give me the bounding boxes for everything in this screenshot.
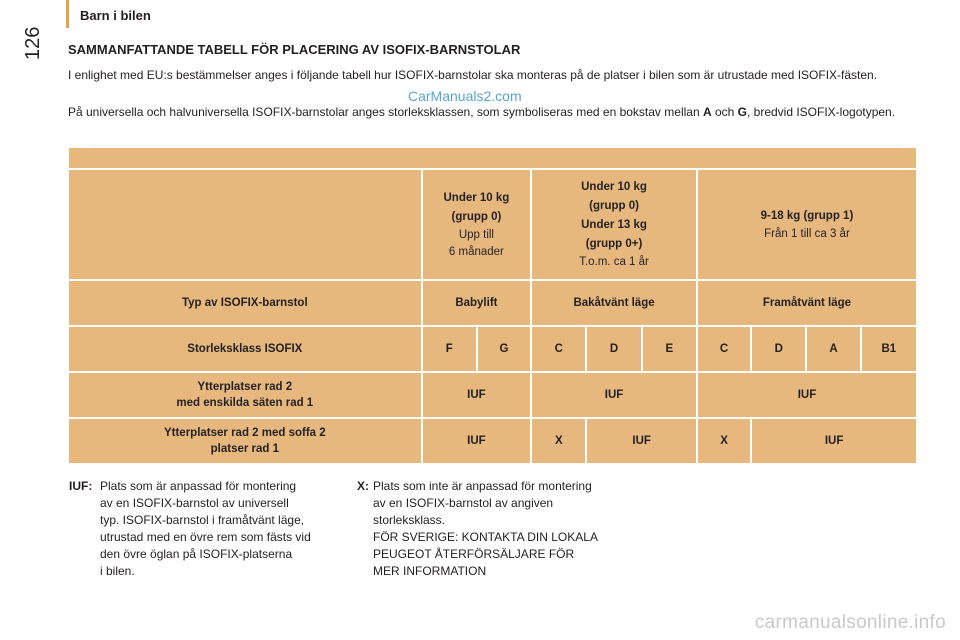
section-accent-bar bbox=[66, 0, 69, 28]
footnote-line: Plats som inte är anpassad för montering bbox=[373, 479, 592, 493]
type-rearward: Bakåtvänt läge bbox=[532, 279, 698, 325]
age-label: 6 månader bbox=[448, 245, 504, 258]
footnote-line: den övre öglan på ISOFIX-platserna bbox=[100, 547, 293, 561]
type-row-label: Typ av ISOFIX-barnstol bbox=[69, 279, 423, 325]
weight-label: 9-18 kg (grupp 1) bbox=[760, 209, 854, 222]
x-cell: X bbox=[532, 417, 587, 463]
footnote-line: storleksklass. bbox=[373, 513, 446, 527]
letter-a: A bbox=[702, 105, 712, 119]
weight-label: Under 10 kg bbox=[443, 191, 510, 204]
footnote-line: MER INFORMATION bbox=[373, 564, 487, 578]
size-class-cell: F bbox=[423, 325, 478, 371]
iuf-cell: IUF bbox=[752, 417, 916, 463]
age-label: T.o.m. ca 1 år bbox=[579, 256, 649, 268]
footnote-line: av en ISOFIX-barnstol av angiven bbox=[373, 496, 554, 510]
table-top-band bbox=[69, 148, 916, 168]
age-label: Från 1 till ca 3 år bbox=[764, 227, 850, 240]
footnote-key: IUF: bbox=[69, 479, 93, 493]
footnote-line: FÖR SVERIGE: KONTAKTA DIN LOKALA bbox=[373, 530, 598, 544]
size-class-cell: C bbox=[698, 325, 752, 371]
footnote-line: utrustad med en övre rem som fästs vid bbox=[100, 530, 311, 544]
iuf-cell: IUF bbox=[423, 371, 533, 417]
para2-text-b: och bbox=[711, 105, 738, 119]
type-babylift: Babylift bbox=[423, 279, 533, 325]
weight-group-0 bbox=[423, 168, 533, 279]
weight-group-1 bbox=[698, 168, 916, 279]
page-number: 126 bbox=[22, 26, 44, 60]
letter-g: G bbox=[737, 105, 747, 119]
iuf-cell: IUF bbox=[698, 371, 916, 417]
iuf-cell: IUF bbox=[532, 371, 698, 417]
seat-label-line: med enskilda säten rad 1 bbox=[176, 397, 314, 409]
size-class-paragraph bbox=[68, 104, 908, 121]
iuf-cell: IUF bbox=[423, 417, 533, 463]
para2-text-a: På universella och halvuniversella ISOFIX-barnstolar anges storleksklassen, som symboliseras med en bokstav mellan bbox=[68, 105, 703, 119]
seat-label-line: platser rad 1 bbox=[210, 443, 280, 455]
seat-row-label bbox=[69, 371, 423, 417]
footnote-line: av en ISOFIX-barnstol av universell bbox=[100, 496, 289, 510]
seat-label-line: Ytterplatser rad 2 med soffa 2 bbox=[163, 427, 326, 439]
x-cell: X bbox=[698, 417, 752, 463]
weight-group-label: (grupp 0+) bbox=[585, 238, 643, 250]
weight-row-label-cell bbox=[69, 168, 423, 279]
weight-group-0plus bbox=[532, 168, 698, 279]
seat-row-label bbox=[69, 417, 423, 463]
footnote-line: PEUGEOT ÅTERFÖRSÄLJARE FÖR bbox=[373, 547, 575, 561]
weight-group-label: (grupp 0) bbox=[589, 200, 639, 212]
para2-text-c: , bredvid ISOFIX-logotypen. bbox=[746, 105, 896, 119]
footnote-x bbox=[357, 478, 657, 580]
size-class-cell: E bbox=[643, 325, 698, 371]
age-label: Upp till bbox=[458, 228, 494, 241]
footnote-key: X: bbox=[357, 479, 369, 493]
type-forward: Framåtvänt läge bbox=[698, 279, 916, 325]
isofix-table bbox=[69, 148, 916, 463]
size-row-label: Storleksklass ISOFIX bbox=[69, 325, 423, 371]
intro-paragraph: I enlighet med EU:s bestämmelser anges i följande tabell hur ISOFIX-barnstolar ska monteras på de platser i bilen som är utrustade med ISOFIX-fästen. bbox=[68, 68, 878, 82]
weight-label: Under 10 kg bbox=[581, 181, 647, 193]
size-class-cell: B1 bbox=[862, 325, 916, 371]
watermark-carmanuals: CarManuals2.com bbox=[408, 88, 522, 104]
size-class-cell: C bbox=[532, 325, 587, 371]
page-title: SAMMANFATTANDE TABELL FÖR PLACERING AV ISOFIX-BARNSTOLAR bbox=[68, 42, 521, 57]
footnote-iuf bbox=[69, 478, 339, 580]
size-class-cell: D bbox=[752, 325, 807, 371]
footnote-line: typ. ISOFIX-barnstol i framåtvänt läge, bbox=[100, 513, 305, 527]
iuf-cell: IUF bbox=[587, 417, 698, 463]
footnote-line: i bilen. bbox=[100, 564, 135, 578]
weight-label: Under 13 kg bbox=[581, 219, 647, 231]
weight-group-label: (grupp 0) bbox=[451, 210, 502, 223]
section-header: Barn i bilen bbox=[80, 8, 151, 23]
size-class-cell: D bbox=[587, 325, 642, 371]
footnote-line: Plats som är anpassad för montering bbox=[100, 479, 297, 493]
seat-label-line: Ytterplatser rad 2 bbox=[197, 381, 293, 393]
size-class-cell: A bbox=[807, 325, 861, 371]
size-class-cell: G bbox=[478, 325, 532, 371]
watermark-carmanualsonline: carmanualsonline.info bbox=[754, 612, 946, 633]
